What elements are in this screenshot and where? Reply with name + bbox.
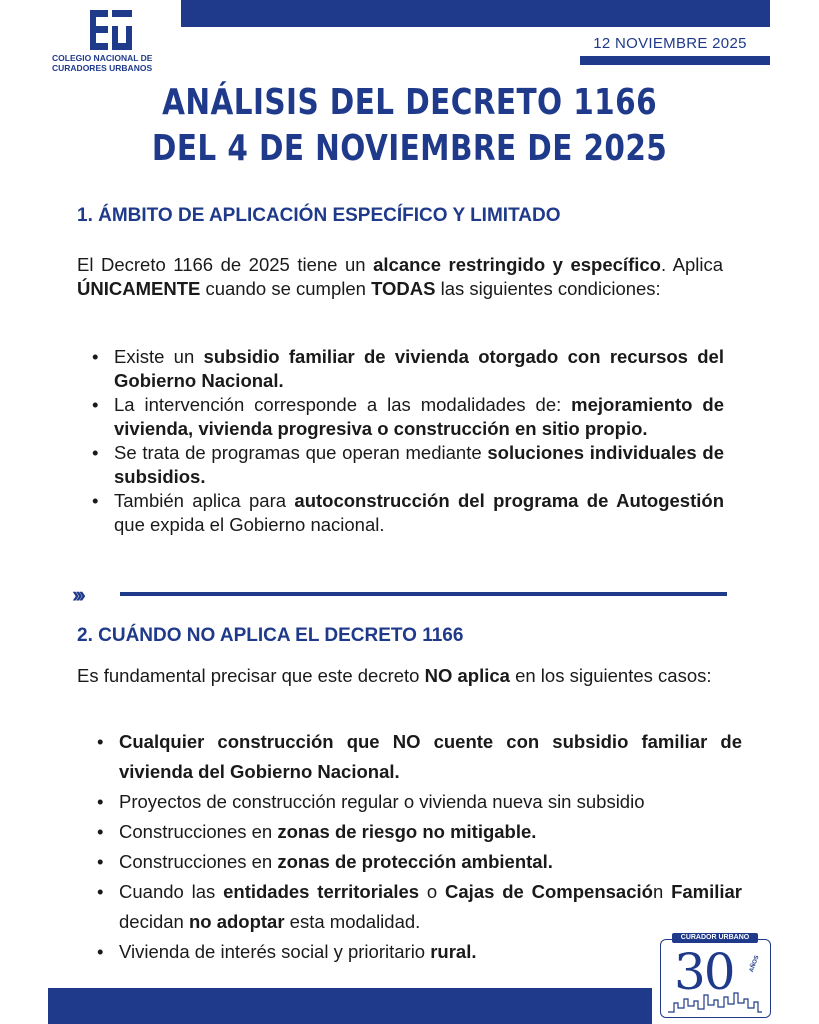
bold-run: zonas de protección ambiental. <box>277 851 553 872</box>
text-run: La intervención corresponde a las modalidades de: <box>114 394 572 415</box>
text-run: Vivienda de interés social y prioritario <box>119 941 431 962</box>
text-run: decidan <box>119 911 189 932</box>
text-run: en los siguientes casos: <box>509 665 712 686</box>
bold-run: soluciones individuales de subsidios. <box>114 442 724 487</box>
text-run: esta modalidad. <box>284 911 421 932</box>
badge-label: CURADOR URBANO <box>672 933 758 943</box>
bold-run: ÚNICAMENTE <box>77 278 201 299</box>
bold-run: TODAS <box>371 278 436 299</box>
text-run: Construcciones en <box>119 851 278 872</box>
text-run: cuando se cumplen <box>200 278 372 299</box>
bold-run: subsidio familiar de vivienda otorgado con recursos del Gobierno Nacional. <box>114 346 724 391</box>
text-run: Construcciones en <box>119 821 278 842</box>
text-run: . Aplica <box>660 254 723 275</box>
badge-years: AÑOS <box>748 954 761 974</box>
college-name-line2: CURADORES URBANOS <box>52 63 153 73</box>
badge-number: 30 <box>674 943 734 1001</box>
list-item <box>92 393 724 441</box>
text-run: También aplica para <box>114 490 295 511</box>
text-run: n <box>652 881 672 902</box>
section1-intro <box>77 253 723 301</box>
section-divider <box>120 592 727 596</box>
bold-run: Familiar <box>671 881 743 902</box>
list-item <box>92 345 724 393</box>
list-item <box>97 877 742 937</box>
list-item <box>92 489 724 537</box>
chevrons-right-icon: ››› <box>72 582 82 607</box>
cncu-logo-icon <box>90 10 132 50</box>
publication-date: 12 NOVIEMBRE 2025 <box>593 35 747 52</box>
list-item <box>97 817 742 847</box>
bottom-banner-bar <box>48 988 652 1024</box>
bold-run: no adoptar <box>188 911 285 932</box>
bold-run: Cualquier construcción que NO cuente con subsidio familiar de vivienda del Gobierno Nacional. <box>119 731 742 782</box>
section2-intro <box>77 664 737 688</box>
college-logo <box>52 10 177 73</box>
list-item <box>97 727 742 787</box>
city-skyline-icon <box>668 991 762 1013</box>
list-item <box>92 441 724 489</box>
college-name-line1: COLEGIO NACIONAL DE <box>52 53 153 63</box>
text-run: Cuando las <box>119 881 224 902</box>
date-underline-bar <box>580 56 770 65</box>
title-line1: ANÁLISIS DEL DECRETO 1166 <box>162 82 658 123</box>
college-name <box>52 53 177 73</box>
text-run: que expida el Gobierno nacional. <box>114 514 385 535</box>
text-run: Proyectos de construcción regular o vivienda nueva sin subsidio <box>119 791 645 812</box>
list-item <box>97 787 742 817</box>
text-run: o <box>419 881 446 902</box>
top-banner-bar <box>181 0 770 27</box>
list-item <box>97 937 742 967</box>
list-item <box>97 847 742 877</box>
anniversary-badge <box>660 933 771 1018</box>
bold-run: alcance restringido y específico <box>373 254 661 275</box>
bold-run: Cajas de Compensació <box>445 881 653 902</box>
text-run: Se trata de programas que operan mediante <box>114 442 488 463</box>
section2-heading: 2. CUÁNDO NO APLICA EL DECRETO 1166 <box>77 625 464 646</box>
section1-heading: 1. ÁMBITO DE APLICACIÓN ESPECÍFICO Y LIMITADO <box>77 205 561 226</box>
text-run: El Decreto 1166 de 2025 tiene un <box>77 254 374 275</box>
bold-run: NO aplica <box>424 665 510 686</box>
bold-run: autoconstrucción del programa de Autogestión <box>294 490 724 511</box>
bold-run: mejoramiento de vivienda, vivienda progresiva o construcción en sitio propio. <box>114 394 724 439</box>
text-run: Existe un <box>114 346 204 367</box>
document-title <box>74 80 746 172</box>
bold-run: rural. <box>430 941 477 962</box>
section1-conditions-list <box>92 345 724 537</box>
section2-exclusions-list <box>97 727 742 967</box>
text-run: las siguientes condiciones: <box>435 278 661 299</box>
bold-run: entidades territoriales <box>223 881 420 902</box>
title-line2: DEL 4 DE NOVIEMBRE DE 2025 <box>151 128 668 169</box>
bold-run: zonas de riesgo no mitigable. <box>277 821 537 842</box>
text-run: Es fundamental precisar que este decreto <box>77 665 425 686</box>
